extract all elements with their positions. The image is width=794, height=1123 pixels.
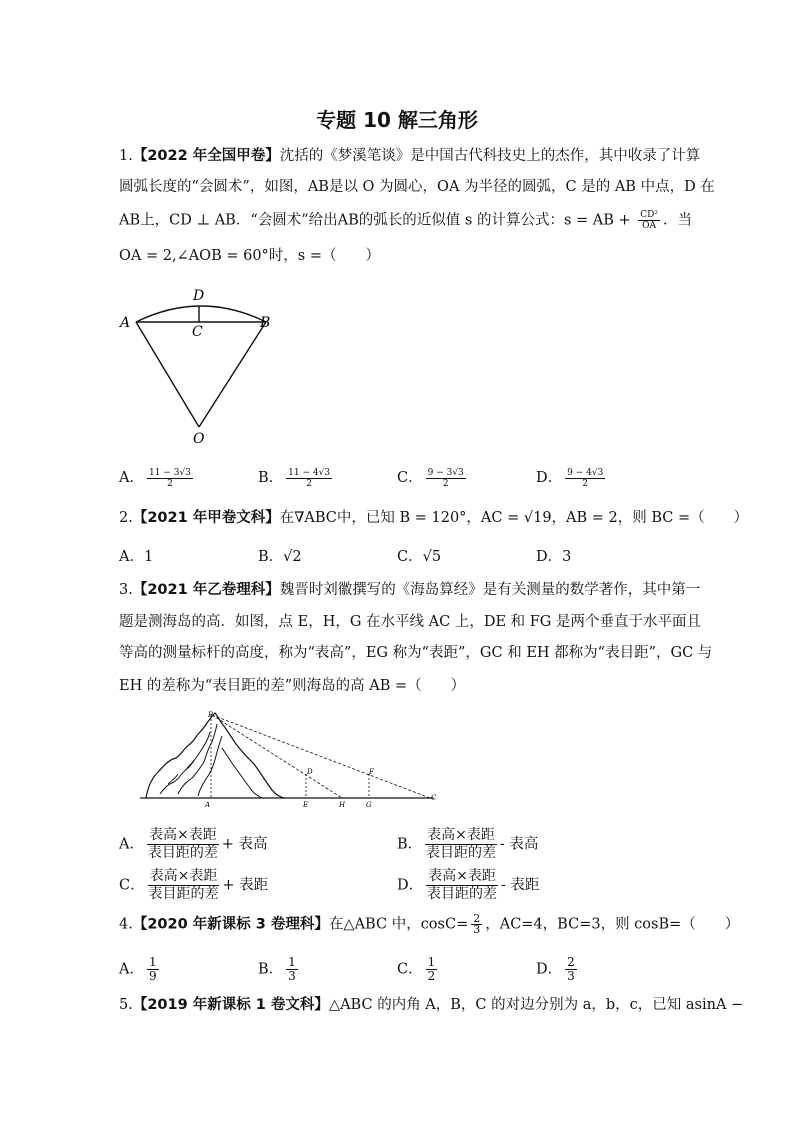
q2-option-d[interactable]: D．3 xyxy=(536,549,572,565)
mountain-detail-5 xyxy=(168,760,194,784)
q1-text-1: 沈括的《梦溪笔谈》是中国古代科技史上的杰作，其中收录了计算 xyxy=(279,148,701,164)
q5-stem: 5.【2019 年新课标 1 卷文科】△ABC 的内角 A，B，C 的对边分别为 a，b，c，已知 asinA − xyxy=(119,997,744,1013)
label-a: A xyxy=(205,801,211,809)
q3-line-4: EH 的差称为“表目距的差”则海岛的高 AB =（ ） xyxy=(119,678,466,694)
q4-option-d[interactable]: D． $\frac{2}{3}$ xyxy=(536,955,575,983)
q1-option-c[interactable]: C． $\frac{9 - 3√3}{2}$ xyxy=(397,467,464,489)
q1-option-a[interactable]: A． $\frac{11 - 3√3}{2}$ xyxy=(119,467,191,489)
q3-option-b[interactable]: B． $\frac{\text{表高×表距}}{\text{表目距的差}}$ - 表高 xyxy=(397,827,539,861)
q5-source: 【2019 年新课标 1 卷文科】 xyxy=(132,997,329,1013)
label-d: D xyxy=(193,288,205,304)
label-g: G xyxy=(366,801,372,809)
q2-option-a[interactable]: A．1 xyxy=(119,549,154,565)
q3-option-c[interactable]: C． $\frac{\text{表高×表距}}{\text{表目距的差}}$ + 表距 xyxy=(119,868,269,902)
label-h: H xyxy=(339,801,346,809)
arc-ab xyxy=(136,306,266,322)
label-f: F xyxy=(369,768,374,776)
q2-option-c[interactable]: C．√5 xyxy=(397,549,442,565)
q1-line-1 xyxy=(119,146,701,166)
q3-line-3: 等高的测量标杆的高度，称为“表高”，EG 称为“表距”，GC 和 EH 都称为“表目距”，GC 与 xyxy=(119,645,713,661)
radius-oa xyxy=(136,322,199,427)
q4-option-a[interactable]: A． $\frac{1}{9}$ xyxy=(119,955,157,983)
label-c: C xyxy=(431,794,437,802)
q2-source: 【2021 年甲卷文科】 xyxy=(132,510,280,526)
label-o: O xyxy=(193,431,205,447)
q3-line-1: 3.【2021 年乙卷理科】魏晋时刘徽撰写的《海岛算经》是有关测量的数学著作，其中第一 xyxy=(119,582,701,598)
q3-option-a[interactable]: A． $\frac{\text{表高×表距}}{\text{表目距的差}}$ + 表高 xyxy=(119,827,268,861)
mountain-outline xyxy=(146,713,284,798)
q3-island-figure xyxy=(138,708,443,810)
q2-option-b[interactable]: B．√2 xyxy=(258,549,302,565)
label-b: B xyxy=(260,315,271,331)
mountain-detail-4 xyxy=(222,748,262,798)
q1-line-2: 圆弧长度的“会圆术”，如图，AB是以 O 为圆心，OA 为半径的圆弧，C 是的 AB 中点，D 在 xyxy=(119,179,715,195)
q4-option-b[interactable]: B． $\frac{1}{3}$ xyxy=(258,955,296,983)
label-b: B xyxy=(208,711,214,719)
q2-stem: 2.【2021 年甲卷文科】在∇ABC中，已知 B = 120°，AC = √19，AB = 2，则 BC =（ ） xyxy=(119,510,749,526)
q3-source: 【2021 年乙卷理科】 xyxy=(132,582,280,598)
q1-formula-fraction: $\frac{\text{CD²}}{OA}$ xyxy=(640,210,658,231)
q1-text-3: AB上，CD ⊥ AB．“会圆术”给出AB的弧长的近似值 s 的计算公式：s = AB + xyxy=(119,212,631,229)
q3-option-d[interactable]: D． $\frac{\text{表高×表距}}{\text{表目距的差}}$ - 表距 xyxy=(397,868,540,902)
label-a: A xyxy=(120,315,131,331)
q1-line-3: AB上，CD ⊥ AB．“会圆术”给出AB的弧长的近似值 s 的计算公式：s = AB + $\frac{\text{CD²}}{OA}$ ．当 xyxy=(119,210,692,231)
q3-line-2: 题是测海岛的高．如图，点 E，H，G 在水平线 AC 上，DE 和 FG 是两个垂直于水平面且 xyxy=(119,614,701,630)
radius-ob xyxy=(199,322,266,427)
sight-line-bc xyxy=(212,715,430,798)
q1-option-b[interactable]: B． $\frac{11 - 4√3}{2}$ xyxy=(258,467,331,489)
q1-line-4: OA = 2,∠AOB = 60°时，s =（ ） xyxy=(119,248,380,264)
sight-line-bh xyxy=(212,715,342,798)
q1-number: 1. xyxy=(119,148,133,164)
q1-sector-figure xyxy=(110,282,290,447)
page-title: 专题 10 解三角形 xyxy=(316,108,478,132)
q1-option-d[interactable]: D． $\frac{9 - 4√3}{2}$ xyxy=(536,467,604,489)
q4-stem: 4.【2020 年新课标 3 卷理科】在△ABC 中，cosC= $\frac{2}{3}$ ，AC=4，BC=3，则 cosB=（ ） xyxy=(119,912,740,936)
q1-source: 【2022 年全国甲卷】 xyxy=(132,148,280,164)
label-c: C xyxy=(192,324,203,340)
q4-source: 【2020 年新课标 3 卷理科】 xyxy=(132,916,329,933)
label-d: D xyxy=(307,768,313,776)
q4-option-c[interactable]: C． $\frac{1}{2}$ xyxy=(397,955,436,983)
label-e: E xyxy=(303,801,309,809)
